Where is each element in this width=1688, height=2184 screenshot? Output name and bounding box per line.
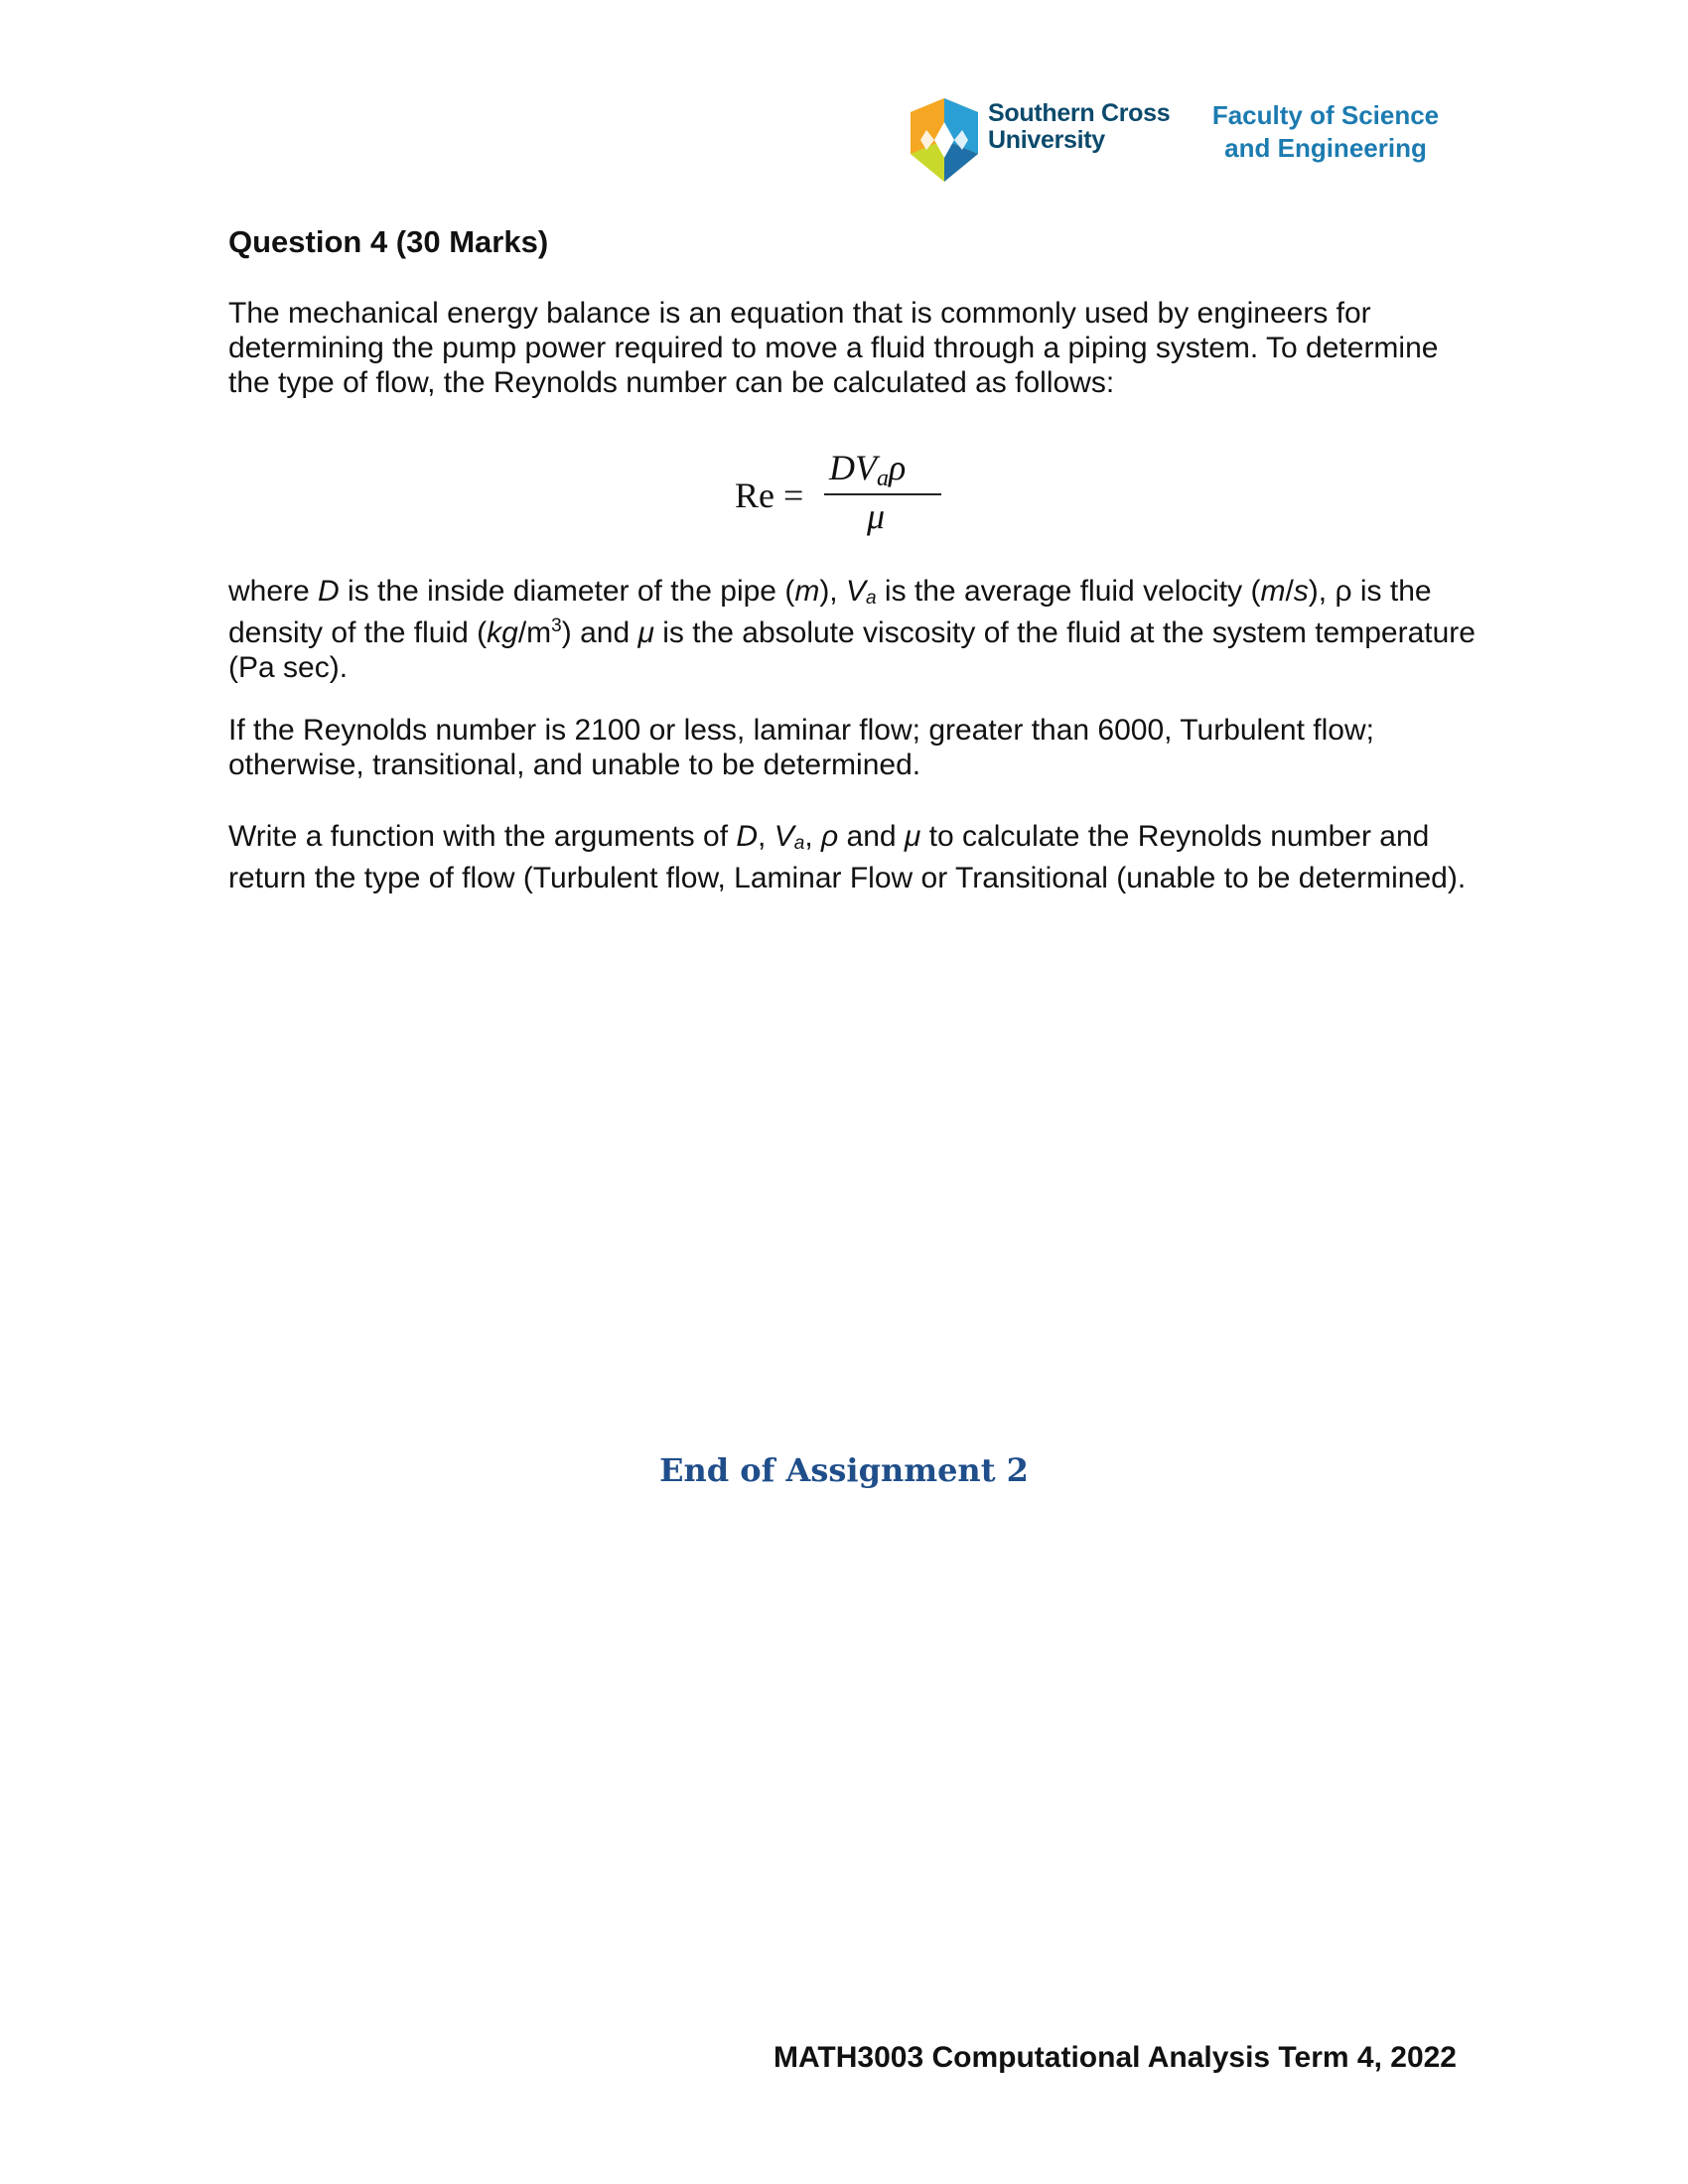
equation-numerator: $DV_a\rho$ [829,448,907,491]
task-paragraph: Write a function with the arguments of D, Va, ρ and μ to calculate the Reynolds number and return the type of flow (Turbulent flow, Laminar Flow or Transitional (unable to be determined). [228,820,1467,894]
intro-paragraph: The mechanical energy balance is an equation that is commonly used by engineers for determining the pump power required to move a fluid through a piping system. To determine the type of flow, the Reynolds number can be calculated as follows: [228,297,1439,399]
university-name: Southern Cross University [988,99,1171,154]
equation-lhs: Re = [735,476,804,515]
question-title: Question 4 (30 Marks) [228,224,549,259]
equation-denominator: μ [867,496,886,536]
end-of-assignment-heading: End of Assignment 2 [659,1451,1029,1489]
page-header [909,94,1445,189]
page-footer: MATH3003 Computational Analysis Term 4, 2022 [774,2041,1457,2074]
faculty-name: Faculty of Science and Engineering [1211,100,1440,163]
flow-criteria-paragraph: If the Reynolds number is 2100 or less, laminar flow; greater than 6000, Turbulent flow; otherwise, transitional, and unable to be determined. [228,714,1374,781]
university-logo-icon [909,96,980,184]
reynolds-equation [735,447,973,546]
variable-definitions: where D is the inside diameter of the pipe (m), Va is the average fluid velocity (m/s), ρ is the density of the fluid $(kg/m^3)$ and μ is the absolute viscosity of the fluid at the system temperature (Pa sec). [228,575,1476,684]
